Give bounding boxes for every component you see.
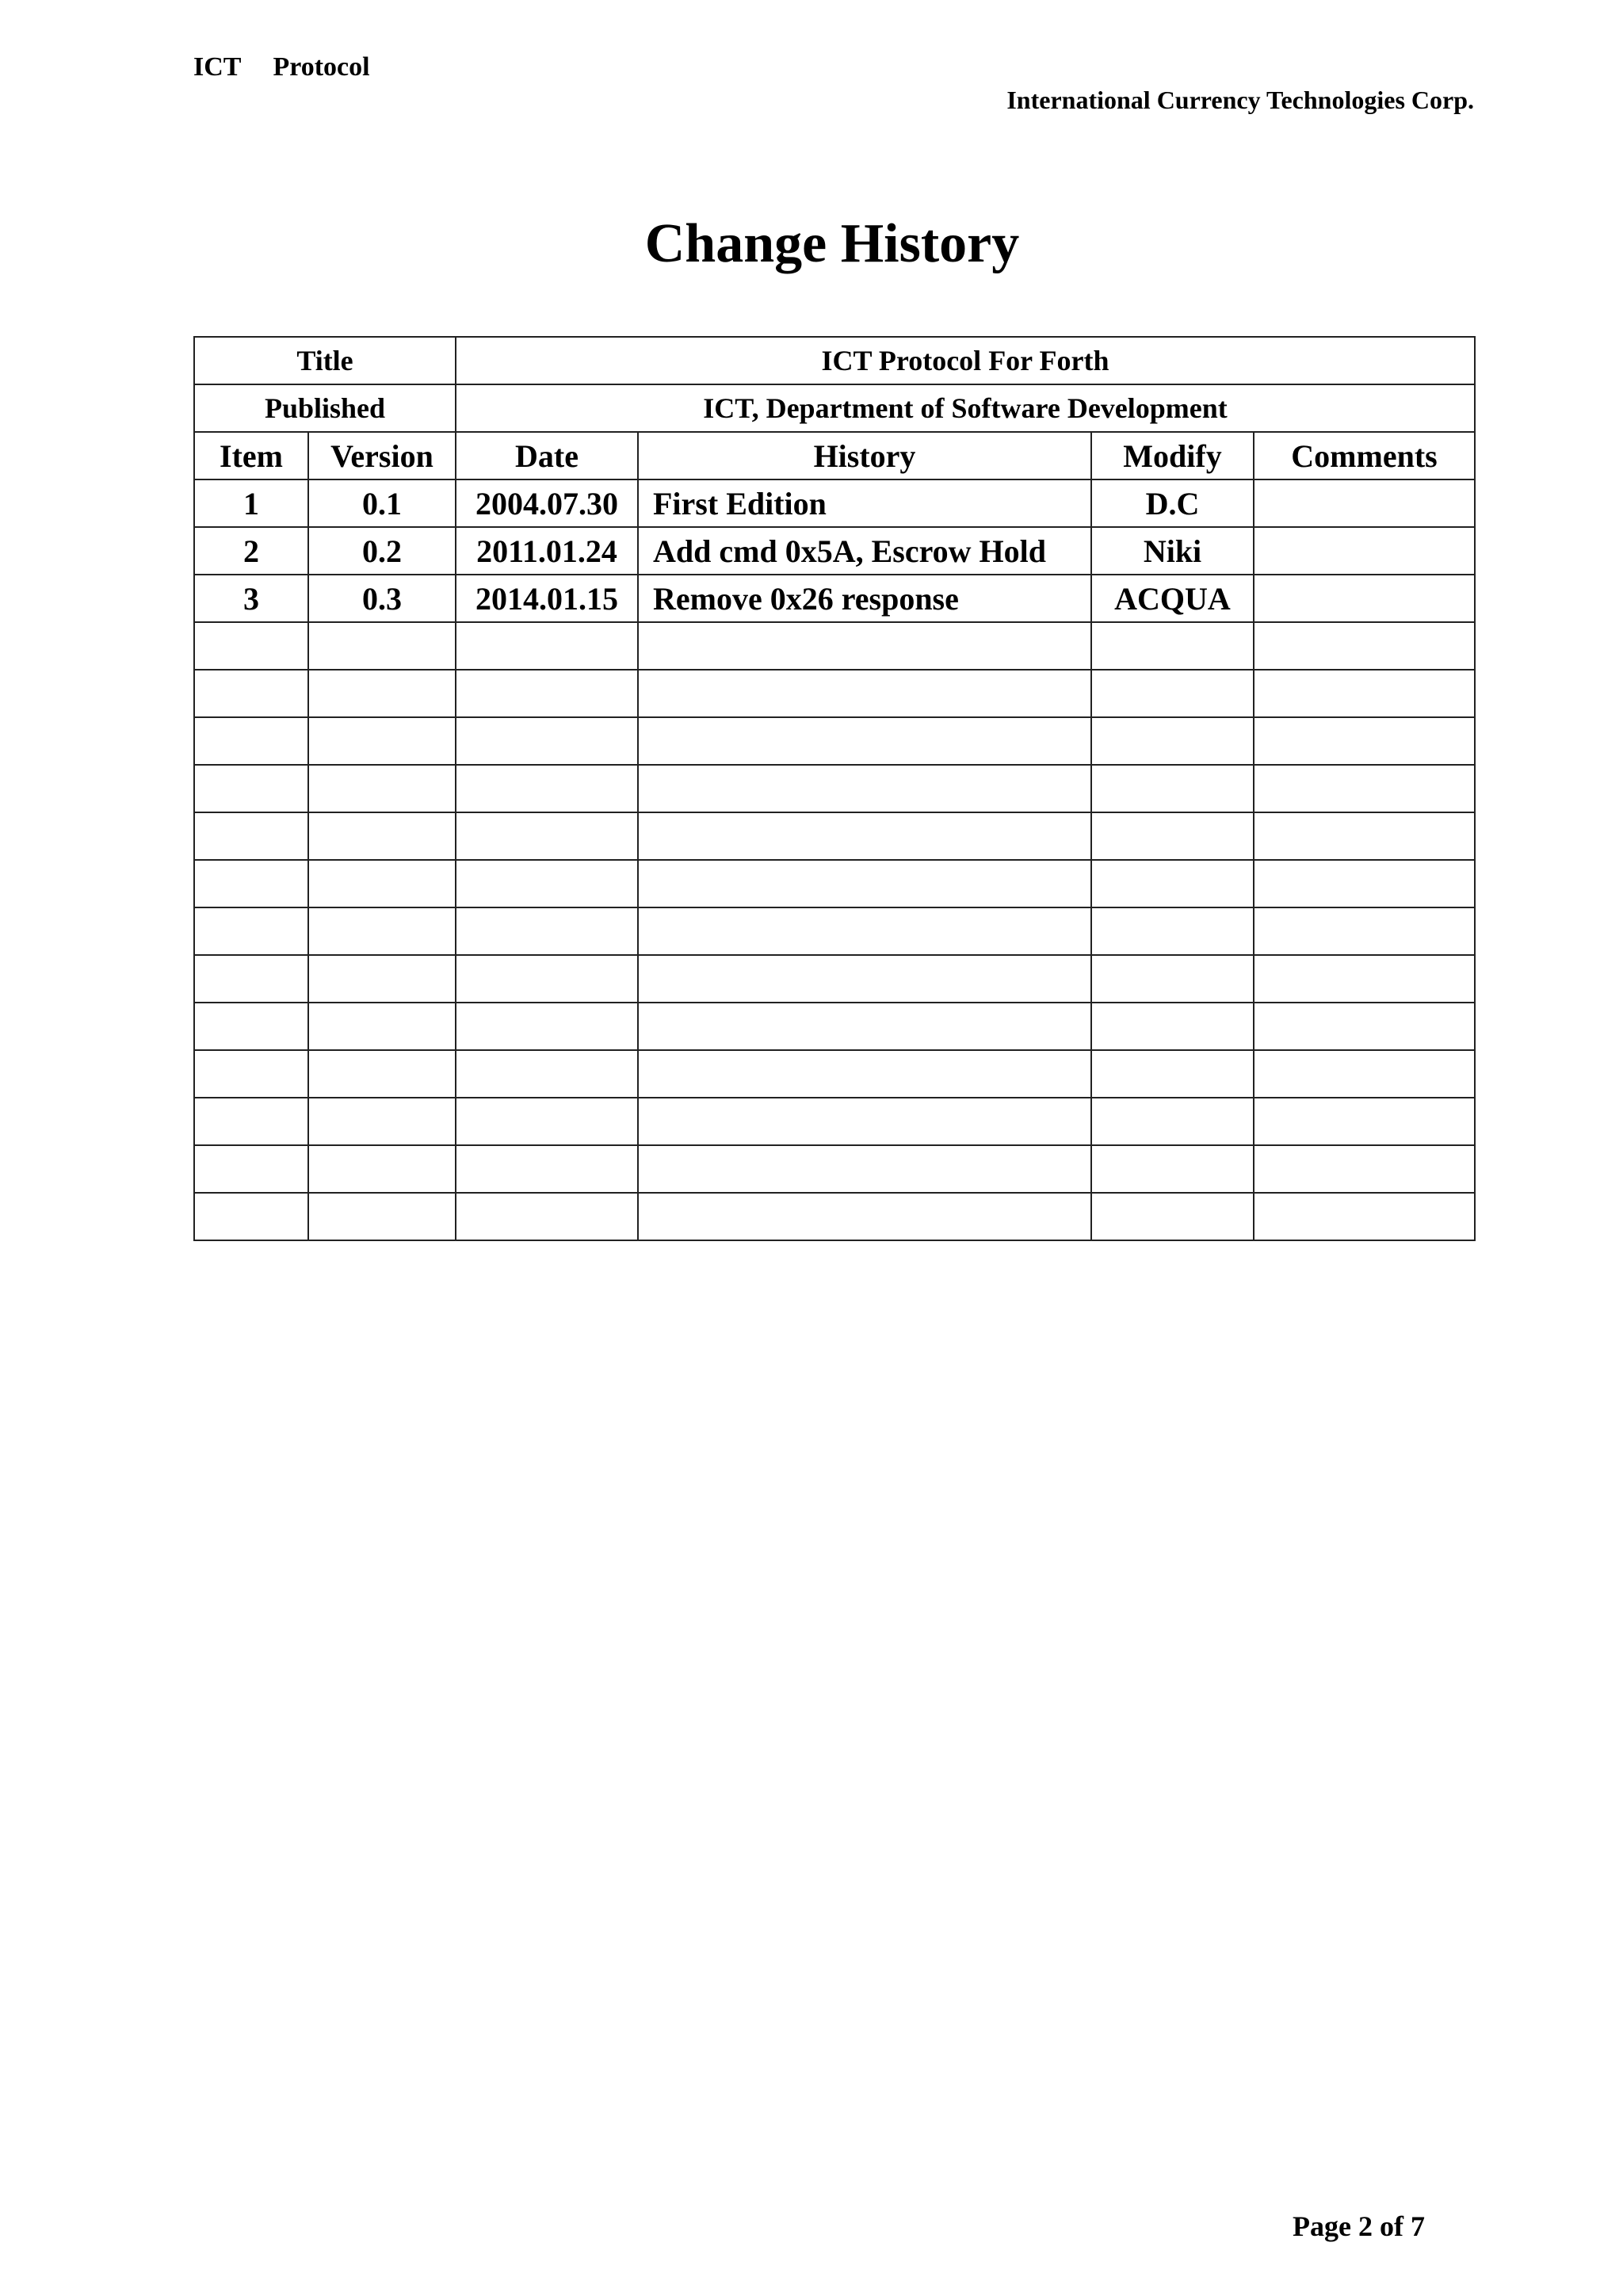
cell-item (194, 955, 308, 1003)
cell-comments (1254, 527, 1475, 575)
table-row (194, 575, 1475, 622)
cell-version: 0.1 (308, 479, 456, 527)
title-value: ICT Protocol For Forth (456, 337, 1475, 384)
cell-item (194, 670, 308, 717)
cell-date: 2011.01.24 (456, 527, 638, 575)
cell-version: 0.3 (308, 575, 456, 622)
table-row (194, 527, 1475, 575)
table-row (194, 1193, 1475, 1240)
cell-comments (1254, 1098, 1475, 1145)
title-row (194, 337, 1475, 384)
cell-version (308, 670, 456, 717)
cell-item (194, 907, 308, 955)
cell-version (308, 717, 456, 765)
cell-item (194, 1050, 308, 1098)
cell-date (456, 907, 638, 955)
cell-history (638, 1003, 1091, 1050)
table-row (194, 1003, 1475, 1050)
cell-modify: Niki (1091, 527, 1254, 575)
table-row (194, 1098, 1475, 1145)
cell-version (308, 1193, 456, 1240)
table-row (194, 479, 1475, 527)
cell-date (456, 717, 638, 765)
cell-modify (1091, 955, 1254, 1003)
cell-history (638, 765, 1091, 812)
cell-comments (1254, 575, 1475, 622)
table-row (194, 955, 1475, 1003)
cell-item (194, 1145, 308, 1193)
cell-modify (1091, 812, 1254, 860)
cell-item (194, 1193, 308, 1240)
cell-modify (1091, 907, 1254, 955)
table-row (194, 1050, 1475, 1098)
cell-modify (1091, 717, 1254, 765)
cell-history (638, 670, 1091, 717)
cell-date (456, 670, 638, 717)
page-number: Page 2 of 7 (1293, 2210, 1425, 2242)
table-row (194, 765, 1475, 812)
cell-date: 2014.01.15 (456, 575, 638, 622)
header-company-abbrev: ICT (193, 52, 242, 82)
col-header-date: Date (456, 432, 638, 479)
col-header-item: Item (194, 432, 308, 479)
cell-item (194, 1098, 308, 1145)
cell-modify (1091, 1003, 1254, 1050)
cell-date (456, 955, 638, 1003)
cell-version (308, 1145, 456, 1193)
cell-modify (1091, 860, 1254, 907)
change-history-table (193, 336, 1476, 1241)
cell-version (308, 765, 456, 812)
cell-history: Remove 0x26 response (638, 575, 1091, 622)
cell-comments (1254, 622, 1475, 670)
table-body (194, 337, 1475, 1240)
table-row (194, 717, 1475, 765)
cell-date (456, 1003, 638, 1050)
cell-item (194, 622, 308, 670)
cell-date (456, 860, 638, 907)
cell-item (194, 717, 308, 765)
cell-comments (1254, 1145, 1475, 1193)
cell-modify (1091, 622, 1254, 670)
col-header-history: History (638, 432, 1091, 479)
cell-history (638, 1193, 1091, 1240)
published-row (194, 384, 1475, 432)
cell-history (638, 955, 1091, 1003)
cell-comments (1254, 717, 1475, 765)
cell-version (308, 860, 456, 907)
col-header-version: Version (308, 432, 456, 479)
cell-version (308, 1003, 456, 1050)
col-header-comments: Comments (1254, 432, 1475, 479)
cell-version: 0.2 (308, 527, 456, 575)
cell-comments (1254, 812, 1475, 860)
cell-modify (1091, 1050, 1254, 1098)
cell-item (194, 812, 308, 860)
cell-date (456, 622, 638, 670)
cell-comments (1254, 1003, 1475, 1050)
table-row (194, 860, 1475, 907)
cell-modify (1091, 1145, 1254, 1193)
cell-date (456, 765, 638, 812)
cell-date (456, 812, 638, 860)
cell-comments (1254, 860, 1475, 907)
cell-history (638, 812, 1091, 860)
cell-date: 2004.07.30 (456, 479, 638, 527)
page-title: Change History (644, 213, 1020, 274)
cell-history (638, 717, 1091, 765)
cell-version (308, 1050, 456, 1098)
cell-item: 2 (194, 527, 308, 575)
column-header-row (194, 432, 1475, 479)
cell-comments (1254, 1193, 1475, 1240)
cell-history (638, 1098, 1091, 1145)
cell-modify (1091, 1193, 1254, 1240)
col-header-modify: Modify (1091, 432, 1254, 479)
cell-date (456, 1193, 638, 1240)
cell-version (308, 812, 456, 860)
cell-modify (1091, 1098, 1254, 1145)
cell-comments (1254, 955, 1475, 1003)
cell-item (194, 1003, 308, 1050)
cell-date (456, 1098, 638, 1145)
cell-date (456, 1145, 638, 1193)
table-row (194, 907, 1475, 955)
header-doc-name (193, 52, 370, 82)
cell-version (308, 622, 456, 670)
cell-modify: ACQUA (1091, 575, 1254, 622)
cell-item (194, 860, 308, 907)
published-value: ICT, Department of Software Development (456, 384, 1475, 432)
header-company-name: International Currency Technologies Corp. (1006, 86, 1474, 114)
cell-history (638, 622, 1091, 670)
cell-item: 3 (194, 575, 308, 622)
table-row (194, 1145, 1475, 1193)
cell-history: First Edition (638, 479, 1091, 527)
cell-version (308, 955, 456, 1003)
cell-comments (1254, 670, 1475, 717)
cell-modify (1091, 670, 1254, 717)
cell-history (638, 1050, 1091, 1098)
cell-version (308, 1098, 456, 1145)
table-row (194, 670, 1475, 717)
cell-history (638, 907, 1091, 955)
cell-item (194, 765, 308, 812)
cell-comments (1254, 765, 1475, 812)
cell-history (638, 1145, 1091, 1193)
cell-item: 1 (194, 479, 308, 527)
cell-comments (1254, 907, 1475, 955)
cell-modify: D.C (1091, 479, 1254, 527)
title-label: Title (194, 337, 456, 384)
cell-history: Add cmd 0x5A, Escrow Hold (638, 527, 1091, 575)
table-row (194, 812, 1475, 860)
cell-version (308, 907, 456, 955)
cell-modify (1091, 765, 1254, 812)
cell-history (638, 860, 1091, 907)
table-row (194, 622, 1475, 670)
cell-date (456, 1050, 638, 1098)
published-label: Published (194, 384, 456, 432)
header-doc-type: Protocol (273, 52, 370, 82)
cell-comments (1254, 479, 1475, 527)
cell-comments (1254, 1050, 1475, 1098)
